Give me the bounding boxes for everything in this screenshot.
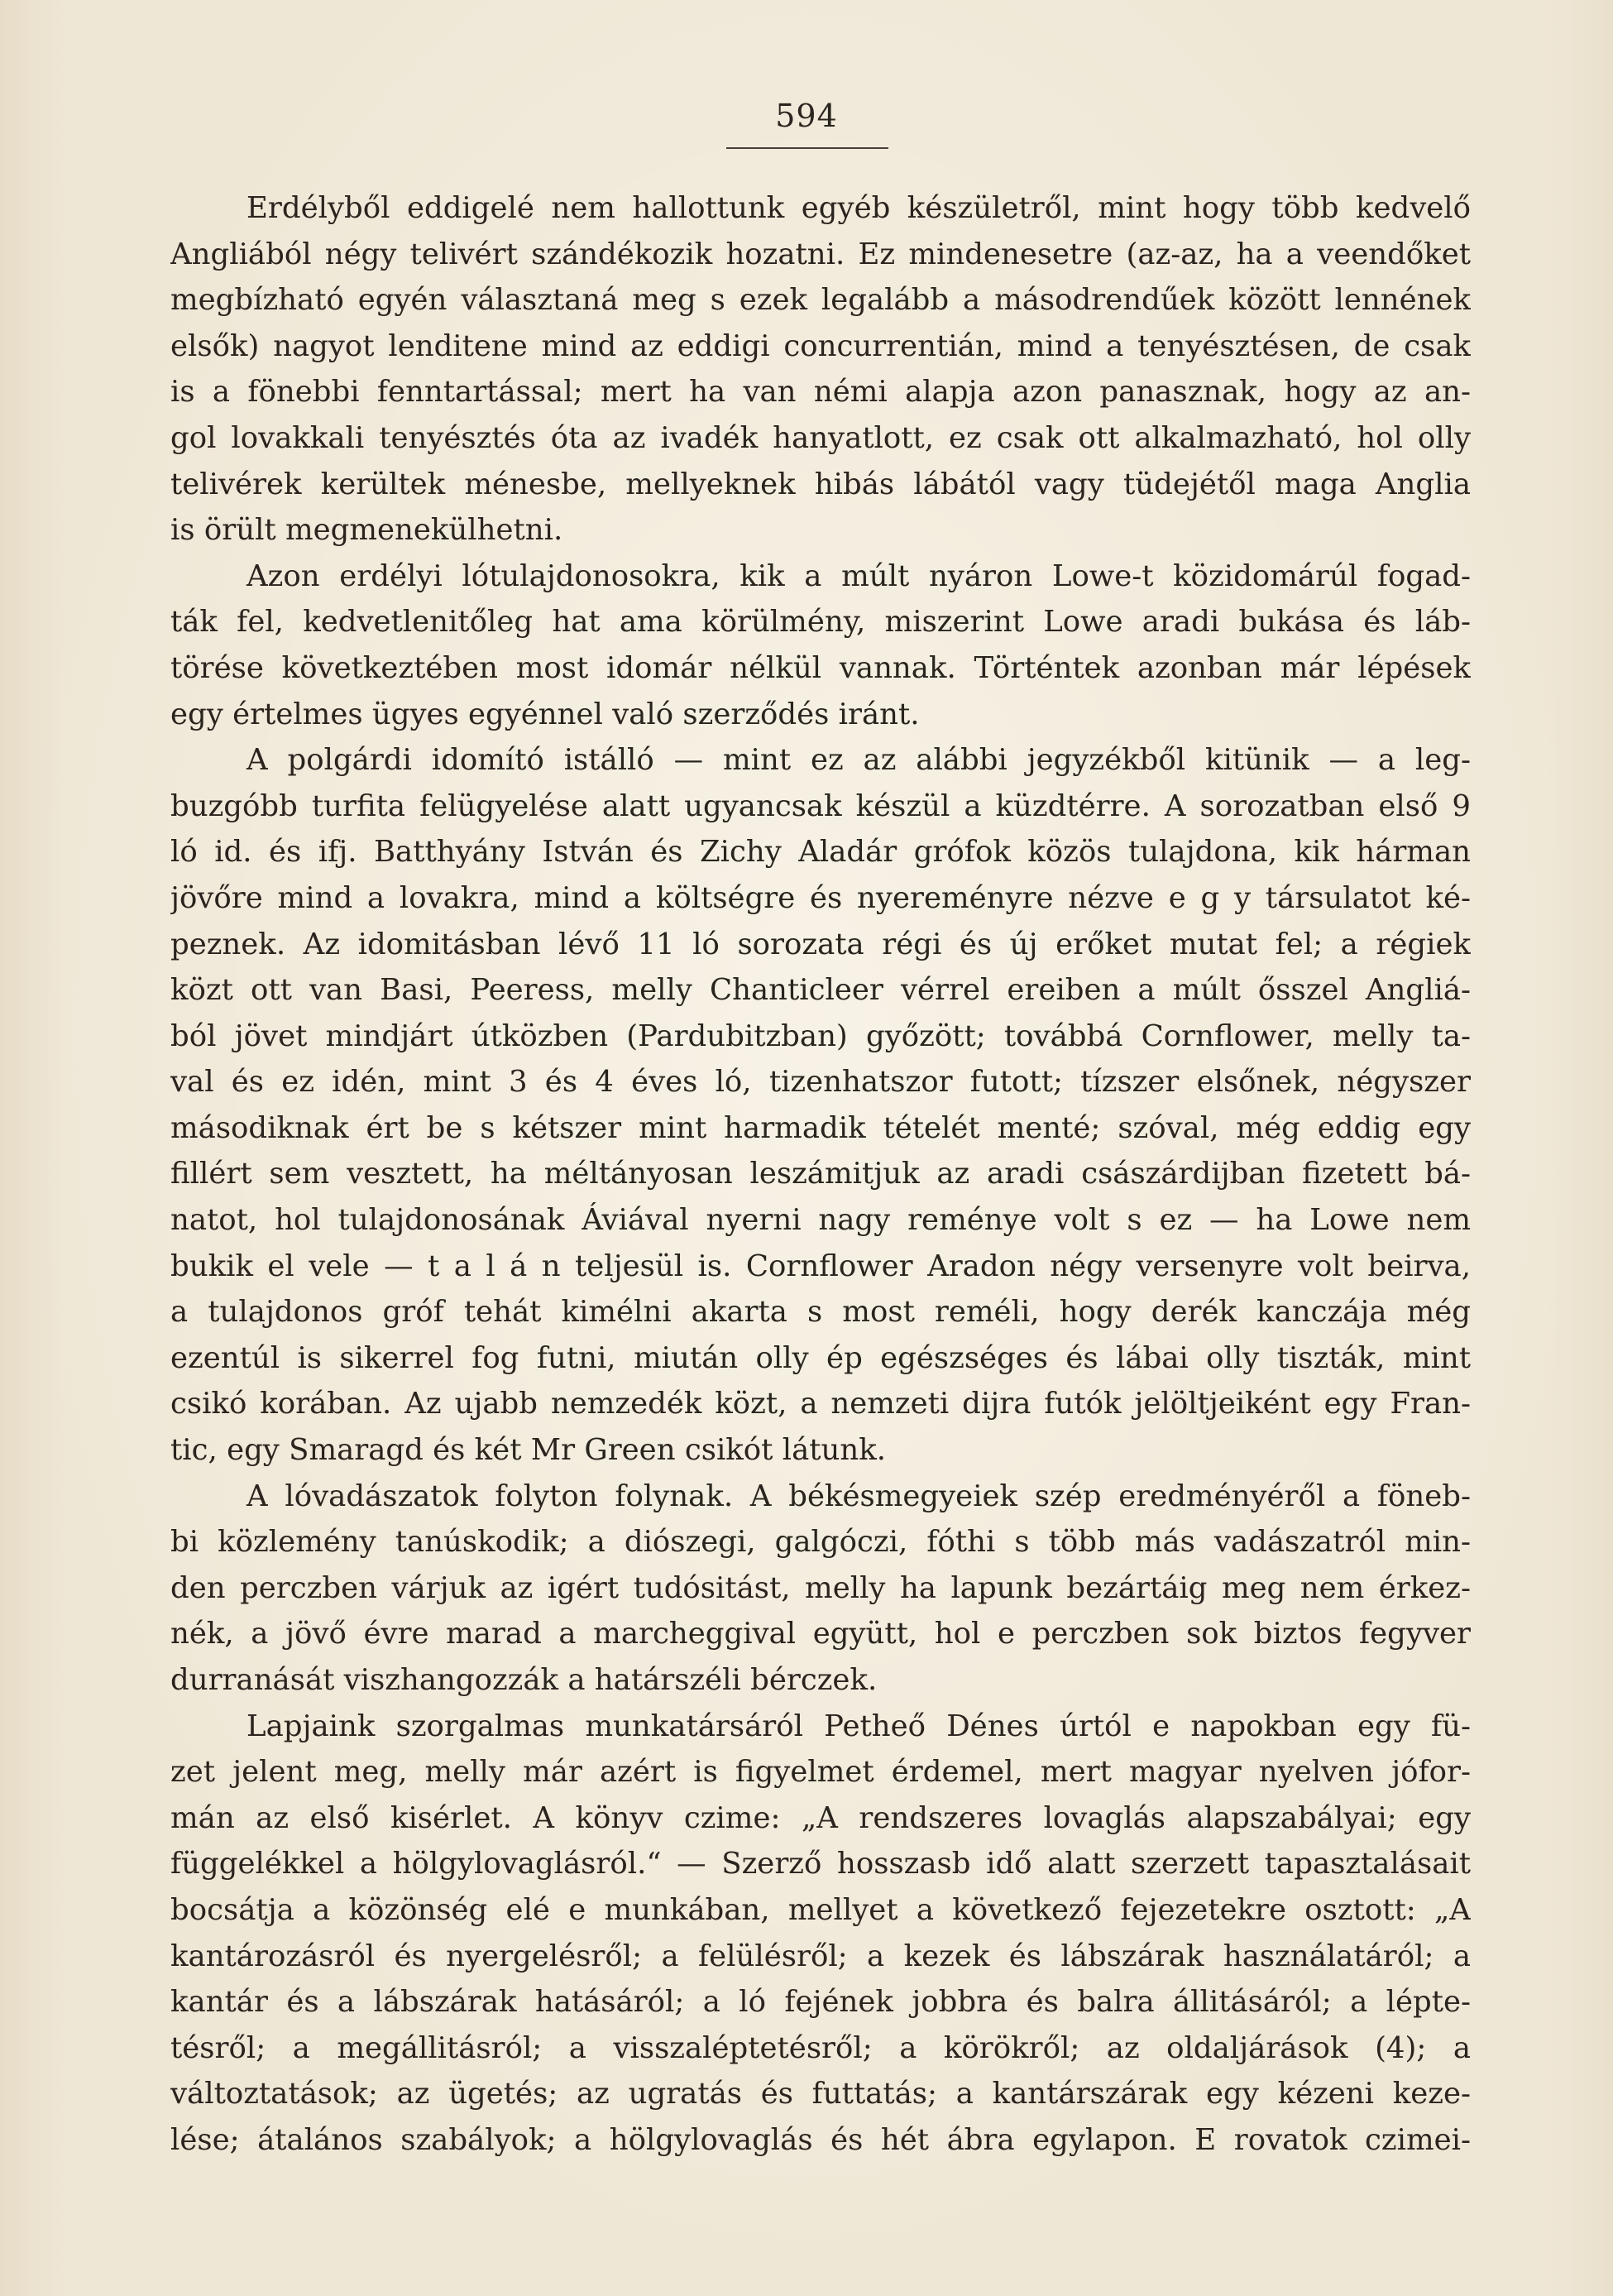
text-line: den perczben várjuk az igért tudósitást, melly ha lapunk bezártáig meg nem érkez- bbox=[170, 1570, 1471, 1605]
page-number-rule bbox=[726, 147, 888, 149]
text-line: natot, hol tulajdonosának Áviával nyerni nagy reménye volt s ez — ha Lowe nem bbox=[170, 1203, 1471, 1238]
text-line: nék, a jövő évre marad a marcheggival együtt, hol e perczben sok biztos fegyver bbox=[170, 1617, 1471, 1651]
text-line: ból jövet mindjárt útközben (Pardubitzban) győzött; továbbá Cornflower, melly ta- bbox=[170, 1019, 1471, 1053]
text-line: ták fel, kedvetlenitőleg hat ama körülmény, miszerint Lowe aradi bukása és láb- bbox=[170, 605, 1471, 640]
body-text bbox=[170, 185, 1471, 2164]
text-line: zet jelent meg, melly már azért is figyelmet érdemel, mert magyar nyelven jófor- bbox=[170, 1755, 1471, 1790]
text-line: peznek. Az idomitásban lévő 11 ló sorozata régi és új erőket mutat fel; a régiek bbox=[170, 927, 1471, 961]
paragraph bbox=[170, 554, 1471, 737]
text-line: is a fönebbi fenntartással; mert ha van némi alapja azon panasznak, hogy az an- bbox=[170, 375, 1471, 410]
text-line: megbízható egyén választaná meg s ezek legalább a másodrendűek között lennének bbox=[170, 283, 1471, 318]
text-line: kantározásról és nyergelésről; a felülésről; a kezek és lábszárak használatáról; a bbox=[170, 1939, 1471, 1973]
text-line: bocsátja a közönség elé e munkában, mellyet a következő fejezetekre osztott: „A bbox=[170, 1892, 1471, 1927]
text-line: tésről; a megállitásról; a visszaléptetésről; a körökről; az oldaljárások (4); a bbox=[170, 2030, 1471, 2065]
page-number: 594 bbox=[775, 98, 838, 134]
text-line: bukik el vele — t a l á n teljesül is. Cornflower Aradon négy versenyre volt beirva, bbox=[170, 1249, 1471, 1283]
text-line: a tulajdonos gróf tehát kimélni akarta s most reméli, hogy derék kanczája még bbox=[170, 1295, 1471, 1330]
text-line: jövőre mind a lovakra, mind a költségre és nyereményre nézve e g y társulatot ké- bbox=[170, 880, 1471, 915]
text-line: A polgárdi idomító istálló — mint ez az alábbi jegyzékből kitünik — a leg- bbox=[246, 743, 1471, 778]
text-line: telivérek kerültek ménesbe, mellyeknek hibás lábától vagy tüdejétől maga Anglia bbox=[170, 467, 1471, 501]
text-line: fillért sem vesztett, ha méltányosan leszámitjuk az aradi császárdijban fizetett bá- bbox=[170, 1157, 1471, 1191]
text-line: bi közlemény tanúskodik; a diószegi, galgóczi, fóthi s több más vadászatról min- bbox=[170, 1525, 1471, 1560]
text-line: is örült megmenekülhetni. bbox=[170, 513, 563, 548]
text-line: tic, egy Smaragd és két Mr Green csikót látunk. bbox=[170, 1433, 887, 1468]
text-line: egy értelmes ügyes egyénnel való szerződés iránt. bbox=[170, 697, 920, 731]
paragraph bbox=[170, 737, 1471, 1474]
text-line: lése; átalános szabályok; a hölgylovaglás és hét ábra egylapon. E rovatok czimei- bbox=[170, 2122, 1471, 2157]
text-line: gol lovakkali tenyésztés óta az ivadék hanyatlott, ez csak ott alkalmazható, hol olly bbox=[170, 420, 1471, 455]
text-line: buzgóbb turfita felügyelése alatt ugyancsak készül a küzdtérre. A sorozatban első 9 bbox=[170, 789, 1471, 823]
text-line: Azon erdélyi lótulajdonosokra, kik a múlt nyáron Lowe-t közidomárúl fogad- bbox=[246, 558, 1471, 593]
paragraph bbox=[170, 1474, 1471, 1704]
text-line: ló id. és ifj. Batthyány István és Zichy Aladár grófok közös tulajdona, kik hárman bbox=[170, 835, 1471, 870]
text-line: durranását viszhangozzák a határszéli bérczek. bbox=[170, 1663, 878, 1697]
text-line: másodiknak ért be s kétszer mint harmadik tételét menté; szóval, még eddig egy bbox=[170, 1110, 1471, 1145]
text-line: kantár és a lábszárak hatásáról; a ló fejének jobbra és balra állitásáról; a lépte- bbox=[170, 1985, 1471, 2020]
text-line: Erdélyből eddigelé nem hallottunk egyéb készületről, mint hogy több kedvelő bbox=[246, 191, 1471, 225]
text-line: közt ott van Basi, Peeress, melly Chanticleer vérrel ereiben a múlt ősszel Angliá- bbox=[170, 973, 1471, 1008]
text-line: törése következtében most idomár nélkül vannak. Történtek azonban már lépések bbox=[170, 650, 1471, 685]
paragraph bbox=[170, 185, 1471, 554]
paragraph bbox=[170, 1704, 1471, 2164]
text-line: val és ez idén, mint 3 és 4 éves ló, tizenhatszor futott; tízszer elsőnek, négyszer bbox=[170, 1065, 1471, 1100]
text-line: elsők) nagyot lenditene mind az eddigi concurrentián, mind a tenyésztésen, de csak bbox=[170, 328, 1471, 363]
text-line: csikó korában. Az ujabb nemzedék közt, a nemzeti dijra futók jelöltjeiként egy Fran- bbox=[170, 1387, 1471, 1421]
text-line: Lapjaink szorgalmas munkatársáról Petheő Dénes úrtól e napokban egy fü- bbox=[246, 1709, 1471, 1743]
text-line: A lóvadászatok folyton folynak. A békésmegyeiek szép eredményéről a föneb- bbox=[246, 1479, 1471, 1513]
text-line: változtatások; az ügetés; az ugratás és futtatás; a kantárszárak egy kézeni keze- bbox=[170, 2077, 1471, 2111]
text-line: ezentúl is sikerrel fog futni, miután olly ép egészséges és lábai olly tiszták, mint bbox=[170, 1340, 1471, 1375]
text-line: mán az első kisérlet. A könyv czime: „A rendszeres lovaglás alapszabályai; egy bbox=[170, 1800, 1471, 1835]
text-line: Angliából négy telivért szándékozik hozatni. Ez mindenesetre (az-az, ha a veendőket bbox=[170, 237, 1471, 271]
text-line: függelékkel a hölgylovaglásról.“ — Szerző hosszasb idő alatt szerzett tapasztalásait bbox=[170, 1847, 1471, 1881]
